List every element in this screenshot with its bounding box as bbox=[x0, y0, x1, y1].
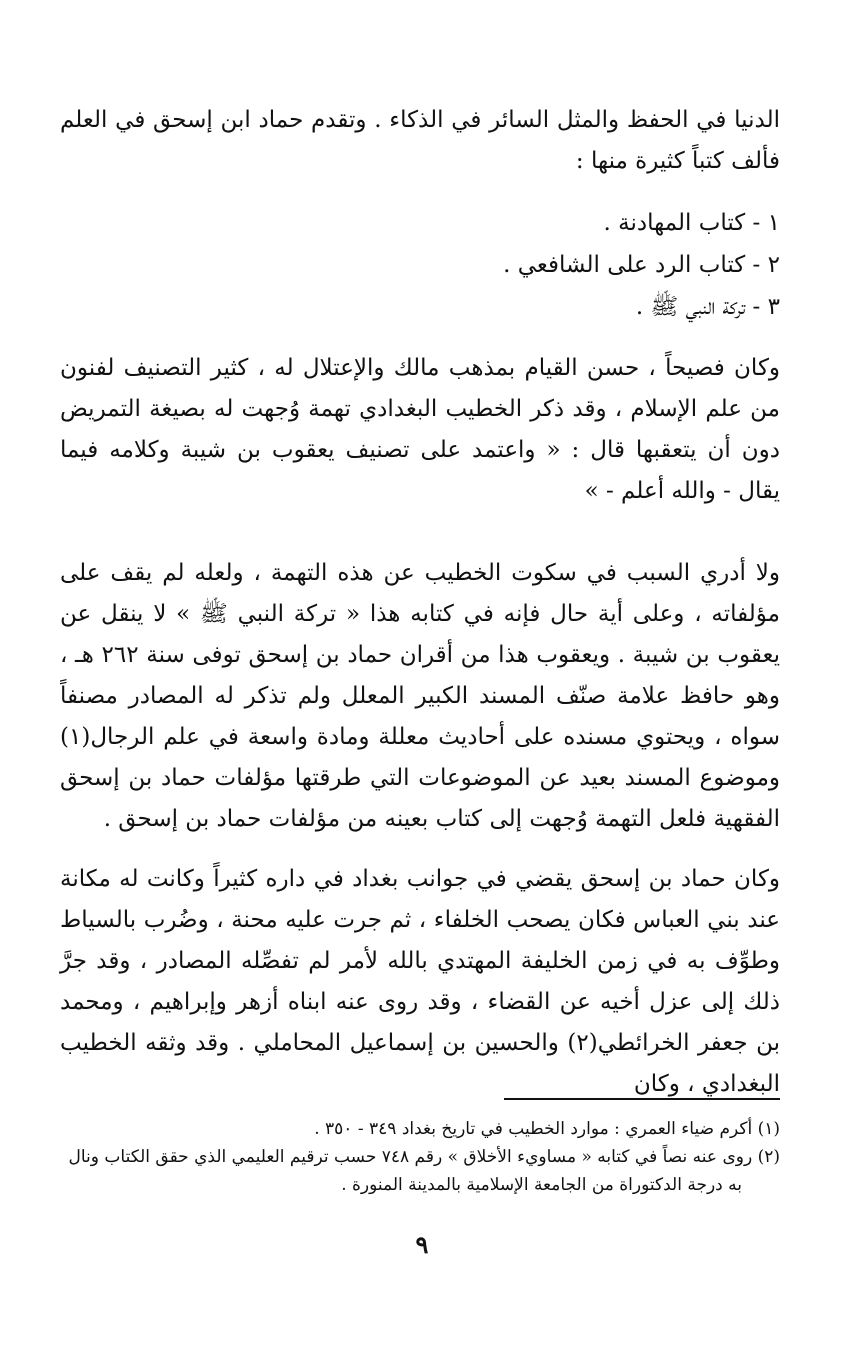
footnote-divider bbox=[504, 1098, 780, 1100]
paragraph-eloquence: وكان فصيحاً ، حسن القيام بمذهب مالك والإعتلال له ، كثير التصنيف لفنون من علم الإسلام ، وقد ذكر الخطيب البغدادي تهمة وُجهت له بصيغة التمريض دون أن يتعقبها قال : « واعتمد على تصنيف يعقوب بن شيبة وكلامه فيما يقال - والله أعلم - » bbox=[60, 355, 780, 504]
footnote-2-continuation: به درجة الدكتوراة من الجامعة الإسلامية بالمدينة المنورة . bbox=[341, 1175, 742, 1195]
footnote-2: (٢) روى عنه نصاً في كتابه « مساويء الأخلاق » رقم ٧٤٨ حسب ترقيم العليمي الذي حقق الكتاب ونال bbox=[68, 1147, 780, 1167]
paragraph-intro: الدنيا في الحفظ والمثل السائر في الذكاء . وتقدم حماد ابن إسحق في العلم فألف كتباً كثيرة منها : bbox=[60, 107, 780, 174]
paragraph-biography: وكان حماد بن إسحق يقضي في جوانب بغداد في داره كثيراً وكانت له مكانة عند بني العباس فكان يصحب الخلفاء ، ثم جرت عليه محنة ، وضُرب بالسياط وطوِّف به في زمن الخليفة المهتدي بالله لأمر لم تفصِّله المصادر ، وقد جرَّ ذلك إلى عزل أخيه عن القضاء ، وقد روى عنه ابناه أزهر وإبراهيم ، ومحمد بن جعفر الخرائطي(٢) والحسين بن إسماعيل المحاملي . وقد وثقه الخطيب البغدادي ، وكان bbox=[60, 866, 780, 1097]
page-number: ٩ bbox=[415, 1230, 429, 1259]
footnotes bbox=[60, 1115, 780, 1199]
list-item: ٣ - تركة النبي ﷺ . bbox=[635, 294, 780, 320]
books-list bbox=[60, 202, 780, 328]
list-item: ١ - كتاب المهادنة . bbox=[603, 210, 780, 236]
list-item: ٢ - كتاب الرد على الشافعي . bbox=[503, 252, 780, 278]
paragraph-accusation: ولا أدري السبب في سكوت الخطيب عن هذه التهمة ، ولعله لم يقف على مؤلفاته ، وعلى أية حال فإنه في كتابه هذا « تركة النبي ﷺ » لا ينقل عن يعقوب بن شيبة . ويعقوب هذا من أقران حماد بن إسحق توفى سنة ٢٦٢ هـ ، وهو حافظ علامة صنّف المسند الكبير المعلل ولم تذكر له المصادر مصنفاً سواه ، ويحتوي مسنده على أحاديث معللة ومادة واسعة في علم الرجال(١) وموضوع المسند بعيد عن الموضوعات التي طرقتها مؤلفات حماد بن إسحق الفقهية فلعل التهمة وُجهت إلى كتاب بعينه من مؤلفات حماد بن إسحق . bbox=[60, 560, 781, 832]
footnote-1: (١) أكرم ضياء العمري : موارد الخطيب في تاريخ بغداد ٣٤٩ - ٣٥٠ . bbox=[314, 1119, 780, 1139]
